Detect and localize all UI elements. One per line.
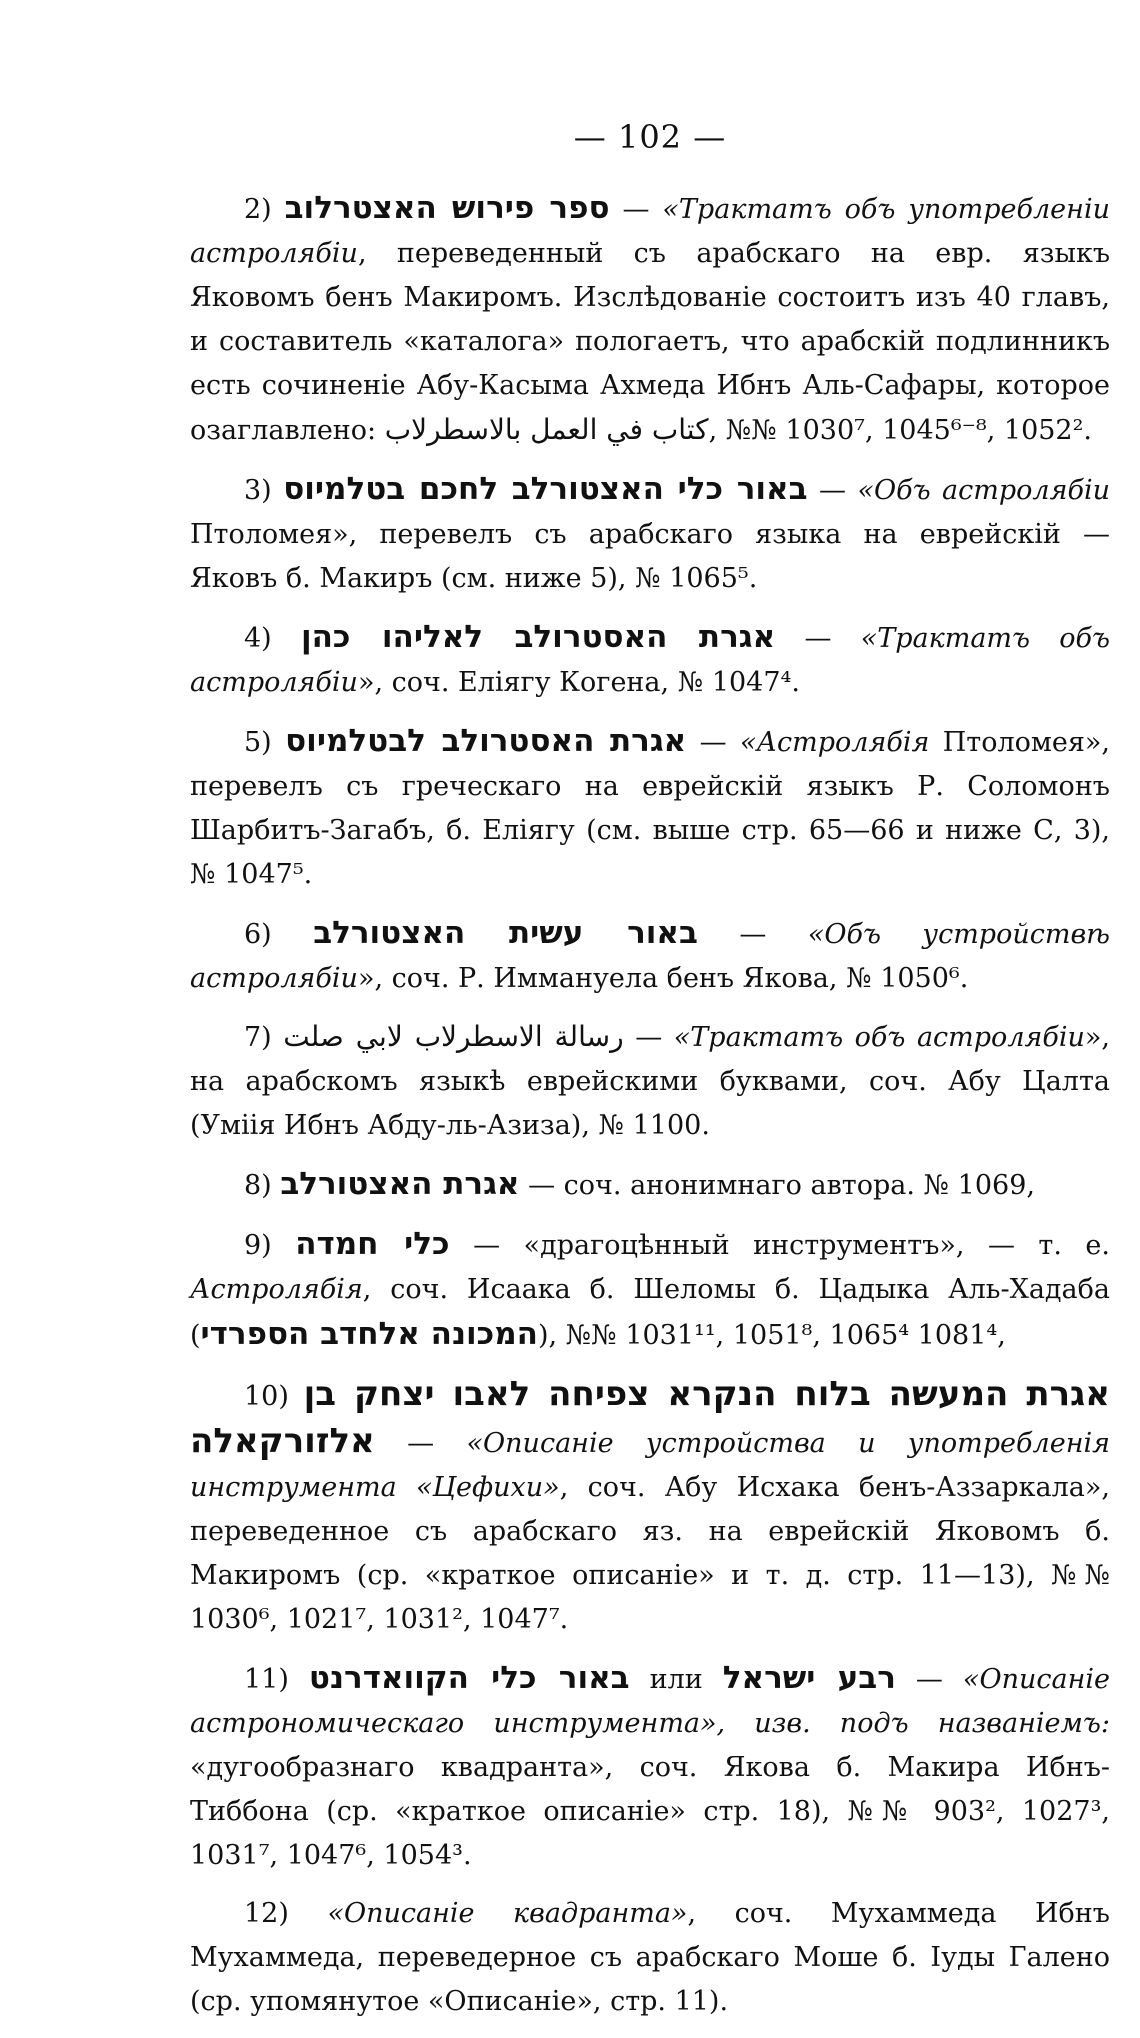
entry-number: 7) [244, 1022, 272, 1053]
entry-number: 12) [244, 1898, 289, 1929]
entry-text: », соч. Р. Иммануела бенъ Якова, № 1050⁶. [357, 963, 969, 994]
russian-title: «Описаніе квадранта» [327, 1898, 688, 1929]
russian-title: «Трактатъ объ астролябіи [673, 1022, 1085, 1053]
russian-title: «Описаніе устройства и употребленія инструмента «Цефихи» [190, 1428, 1110, 1503]
entry-number: 2) [244, 194, 272, 225]
entry-number: 8) [244, 1170, 272, 1201]
entry-text: соч. анонимнаго автора. № 1069, [555, 1170, 1035, 1201]
entry-text: , соч. Абу Исхака бенъ-Аззаркала», переведенное съ арабскаго яз. на еврейскій Яковомъ б. Макиромъ (ср. «краткое описаніе» и т. д. стр. 11—13), №№ 1030⁶, 1021⁷, 1031², 1047⁷. [190, 1472, 1110, 1635]
entry-text: , соч. Мухаммеда Ибнъ Мухаммеда, переведерное съ арабскаго Моше б. Іуды Галено (ср. упомянутое «Описаніе», стр. 11). [190, 1898, 1110, 2017]
entry-number: 9) [244, 1230, 272, 1261]
entry-text: », соч. Еліягу Когена, № 1047⁴. [357, 667, 800, 698]
entry-10 [190, 1372, 1110, 1642]
entry-4 [190, 615, 1110, 705]
hebrew-title: באור כלי האצטורלב לחכם בטלמיוס [283, 471, 808, 507]
arabic-title: كتاب في العمل بالاسطرلاب [384, 413, 709, 446]
hebrew-title-secondary: המכונה אלחדב הספרדי [200, 1316, 538, 1352]
entry-text-secondary: ), №№ 1031¹¹, 1051⁸, 1065⁴ 1081⁴, [537, 1320, 1006, 1351]
entry-text-pre: «драгоцѣнный инструментъ», — т. е. [500, 1230, 1110, 1261]
entry-text: Птоломея», перевелъ съ арабскаго языка на еврейскій — Яковъ б. Макиръ (см. ниже 5), № 1065⁵. [190, 519, 1110, 594]
entry-number: 6) [244, 919, 272, 950]
russian-title: Астролябія [190, 1274, 363, 1305]
entry-9 [190, 1222, 1110, 1358]
hebrew-title: אגרת האצטורלב [280, 1166, 520, 1202]
hebrew-title: אגרת המעשה בלוח הנקרא צפיחה לאבו יצחק בן אלזורקאלה [190, 1374, 1110, 1461]
entry-2 [190, 186, 1110, 453]
russian-title: «Астролябія [740, 727, 930, 758]
dash: — [635, 1022, 663, 1053]
russian-title: «Трактатъ объ употребленіи астролябіи [190, 194, 1110, 269]
page-number: — 102 — [573, 118, 727, 156]
entry-number: 5) [244, 727, 272, 758]
hebrew-title: באור כלי הקוואדרנט [308, 1660, 630, 1696]
hebrew-title-secondary: רבע ישראל [722, 1660, 896, 1696]
book-page [190, 118, 1110, 2038]
hebrew-title: באור עשית האצטורלב [313, 915, 698, 951]
entry-number: 3) [244, 475, 272, 506]
hebrew-title: כלי חמדה [295, 1226, 450, 1262]
russian-title: «Объ устройствѣ астролябіи [190, 919, 1110, 994]
entry-text: , соч. Исаака б. Шеломы б. Цадыка Аль-Хадаба ( [190, 1274, 1110, 1351]
dash: — [528, 1170, 556, 1201]
entry-5 [190, 719, 1110, 897]
dash: — [473, 1230, 501, 1261]
or-word: или [629, 1664, 723, 1695]
arabic-title: رسالة الاسطرلاب لابي صلت [283, 1020, 624, 1053]
entry-number: 11) [244, 1664, 289, 1695]
entry-text: «дугообразнаго квадранта», соч. Якова б. Макира Ибнъ-Тиббона (ср. «краткое описаніе» стр. 18), №№ 903², 1027³, 1031⁷, 1047⁶, 1054³. [190, 1752, 1110, 1871]
entry-11 [190, 1656, 1110, 1878]
russian-title: «Трактатъ объ астролябіи [190, 623, 1110, 698]
hebrew-title: ספר פירוש האצטרלוב [284, 190, 610, 226]
entry-6 [190, 911, 1110, 1001]
dash: — [699, 727, 727, 758]
entry-3 [190, 467, 1110, 601]
catalog-refs: , №№ 1030⁷, 1045⁶⁻⁸, 1052². [708, 415, 1093, 446]
dash: — [622, 194, 650, 225]
russian-title: «Объ астролябіи [857, 475, 1110, 506]
entry-text: , переведенный съ арабскаго на евр. языкъ Яковомъ бенъ Макиромъ. Изслѣдованіе состоитъ изъ 40 главъ, и составитель «каталога» пологаетъ, что арабскій подлинникъ есть сочиненіе Абу-Касыма Ахмеда Ибнъ Аль-Сафары, которое озаглавлено: [190, 238, 1110, 446]
hebrew-title: אגרת האסטרולב לאליהו כהן [300, 619, 776, 655]
dash: — [739, 919, 767, 950]
dash: — [407, 1428, 435, 1459]
dash: — [915, 1664, 943, 1695]
dash: — [818, 475, 846, 506]
entry-number: 10) [244, 1381, 289, 1412]
entry-12 [190, 1892, 1110, 2024]
russian-title: «Описаніе астрономическаго инструмента», изв. подъ названіемъ: [190, 1664, 1110, 1739]
dash: — [804, 623, 832, 654]
entry-text: Птоломея», перевелъ съ греческаго на еврейскій языкъ Р. Соломонъ Шарбитъ-Загабъ, б. Еліягу (см. выше стр. 65—66 и ниже С, 3), № 1047⁵. [190, 727, 1110, 890]
entry-number: 4) [244, 623, 272, 654]
entry-7 [190, 1015, 1110, 1148]
entry-8 [190, 1162, 1110, 1208]
hebrew-title: אגרת האסטרולב לבטלמיוס [285, 723, 687, 759]
entry-text: », на арабскомъ языкѣ еврейскими буквами, соч. Абу Цалта (Уміія Ибнъ Абду-ль-Азиза), № 1100. [190, 1022, 1110, 1141]
